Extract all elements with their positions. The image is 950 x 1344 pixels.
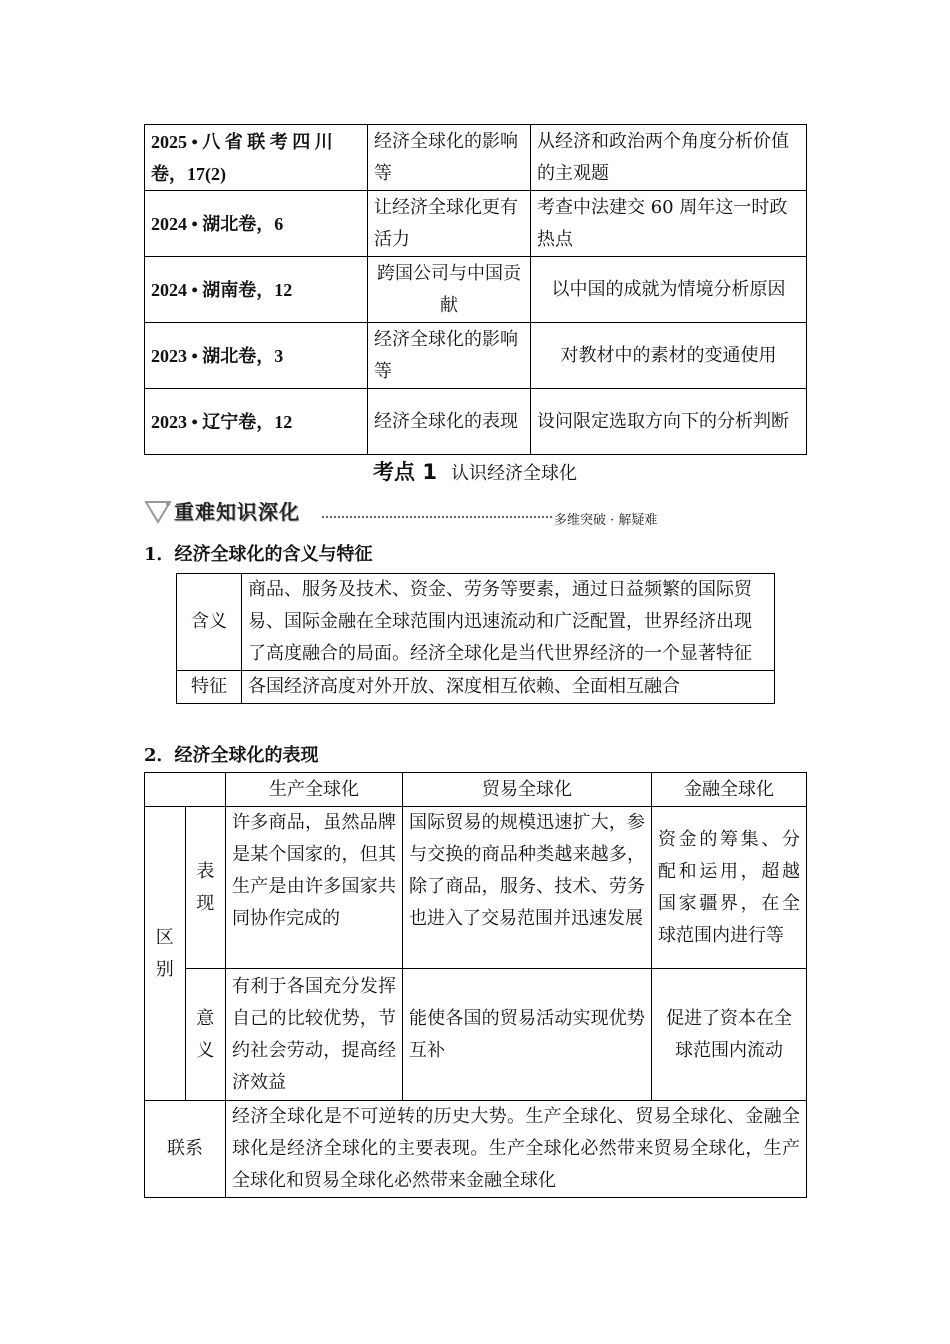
section-banner	[144, 494, 658, 530]
source-cell: 2024 • 湖南卷，12	[145, 257, 368, 323]
table-row	[145, 807, 807, 969]
table-row	[145, 389, 807, 455]
section-title: 1．经济全球化的含义与特征	[144, 544, 373, 565]
cell: 经济全球化是不可逆转的历史大势。生产全球化、贸易全球化、金融全球化是经济全球化的主要表现。生产全球化必然带来贸易全球化，生产全球化和贸易全球化必然带来金融全球化	[226, 1101, 807, 1198]
banner-subtitle: 多维突破 · 解疑难	[554, 513, 658, 528]
topic-cell: 经济全球化的表现	[368, 389, 531, 455]
cell: 资金的筹集、分配和运用，超越国家疆界，在全球范围内进行等	[652, 807, 807, 969]
source-cell: 2024 • 湖北卷，6	[145, 191, 368, 257]
column-header: 金融全球化	[652, 773, 807, 807]
row-label: 特征	[177, 671, 242, 704]
table-row	[145, 1101, 807, 1198]
heading-text: 认识经济全球化	[450, 463, 577, 484]
definition-table	[176, 573, 775, 704]
column-header: 贸易全球化	[403, 773, 652, 807]
row-text: 商品、服务及技术、资金、劳务等要素，通过日益频繁的国际贸易、国际金融在全球范围内迅速流动和广泛配置，世界经济出现了高度融合的局面。经济全球化是当代世界经济的一个显著特征	[242, 574, 775, 671]
topic-cell: 让经济全球化更有活力	[368, 191, 531, 257]
table-row	[145, 257, 807, 323]
banner-title: 重难知识深化	[174, 500, 300, 524]
cell: 国际贸易的规模迅速扩大，参与交换的商品种类越来越多，除了商品，服务、技术、劳务也进入了交易范围并迅速发展	[403, 807, 652, 969]
cell: 许多商品，虽然品牌是某个国家的，但其生产是由许多国家共同协作完成的	[226, 807, 403, 969]
comparison-table	[144, 772, 807, 1198]
table-row	[145, 125, 807, 191]
note-cell: 考查中法建交 60 周年这一时政热点	[531, 191, 807, 257]
group-label: 区别	[145, 807, 186, 1101]
header-row	[145, 773, 807, 807]
section-title: 2．经济全球化的表现	[144, 745, 319, 766]
cell: 能使各国的贸易活动实现优势互补	[403, 969, 652, 1101]
source-cell: 2025 • 八 省 联 考 四 川 卷，17(2)	[145, 125, 368, 191]
table-row	[145, 191, 807, 257]
row-label: 含义	[177, 574, 242, 671]
source-cell: 2023 • 辽宁卷，12	[145, 389, 368, 455]
column-header: 生产全球化	[226, 773, 403, 807]
dotted-divider	[322, 516, 552, 518]
empty-header-cell	[145, 773, 226, 807]
source-cell: 2023 • 湖北卷，3	[145, 323, 368, 389]
row-label: 联系	[145, 1101, 226, 1198]
topic-cell: 经济全球化的影响等	[368, 323, 531, 389]
triangle-icon	[144, 498, 172, 524]
row-label: 表现	[185, 807, 226, 969]
table-row	[177, 574, 775, 671]
row-text: 各国经济高度对外开放、深度相互依赖、全面相互融合	[242, 671, 775, 704]
note-cell: 从经济和政治两个角度分析价值的主观题	[531, 125, 807, 191]
row-label: 意义	[185, 969, 226, 1101]
table-row	[145, 969, 807, 1101]
note-cell: 对教材中的素材的变通使用	[531, 323, 807, 389]
heading-label: 考点 1	[373, 460, 437, 484]
section-heading	[0, 456, 950, 486]
note-cell: 以中国的成就为情境分析原因	[531, 257, 807, 323]
table-row	[177, 671, 775, 704]
topic-cell: 经济全球化的影响等	[368, 125, 531, 191]
cell: 促进了资本在全球范围内流动	[652, 969, 807, 1101]
cell: 有利于各国充分发挥自己的比较优势，节约社会劳动，提高经济效益	[226, 969, 403, 1101]
note-cell: 设问限定选取方向下的分析判断	[531, 389, 807, 455]
table-row	[145, 323, 807, 389]
topic-cell: 跨国公司与中国贡献	[368, 257, 531, 323]
exam-table	[144, 124, 807, 455]
